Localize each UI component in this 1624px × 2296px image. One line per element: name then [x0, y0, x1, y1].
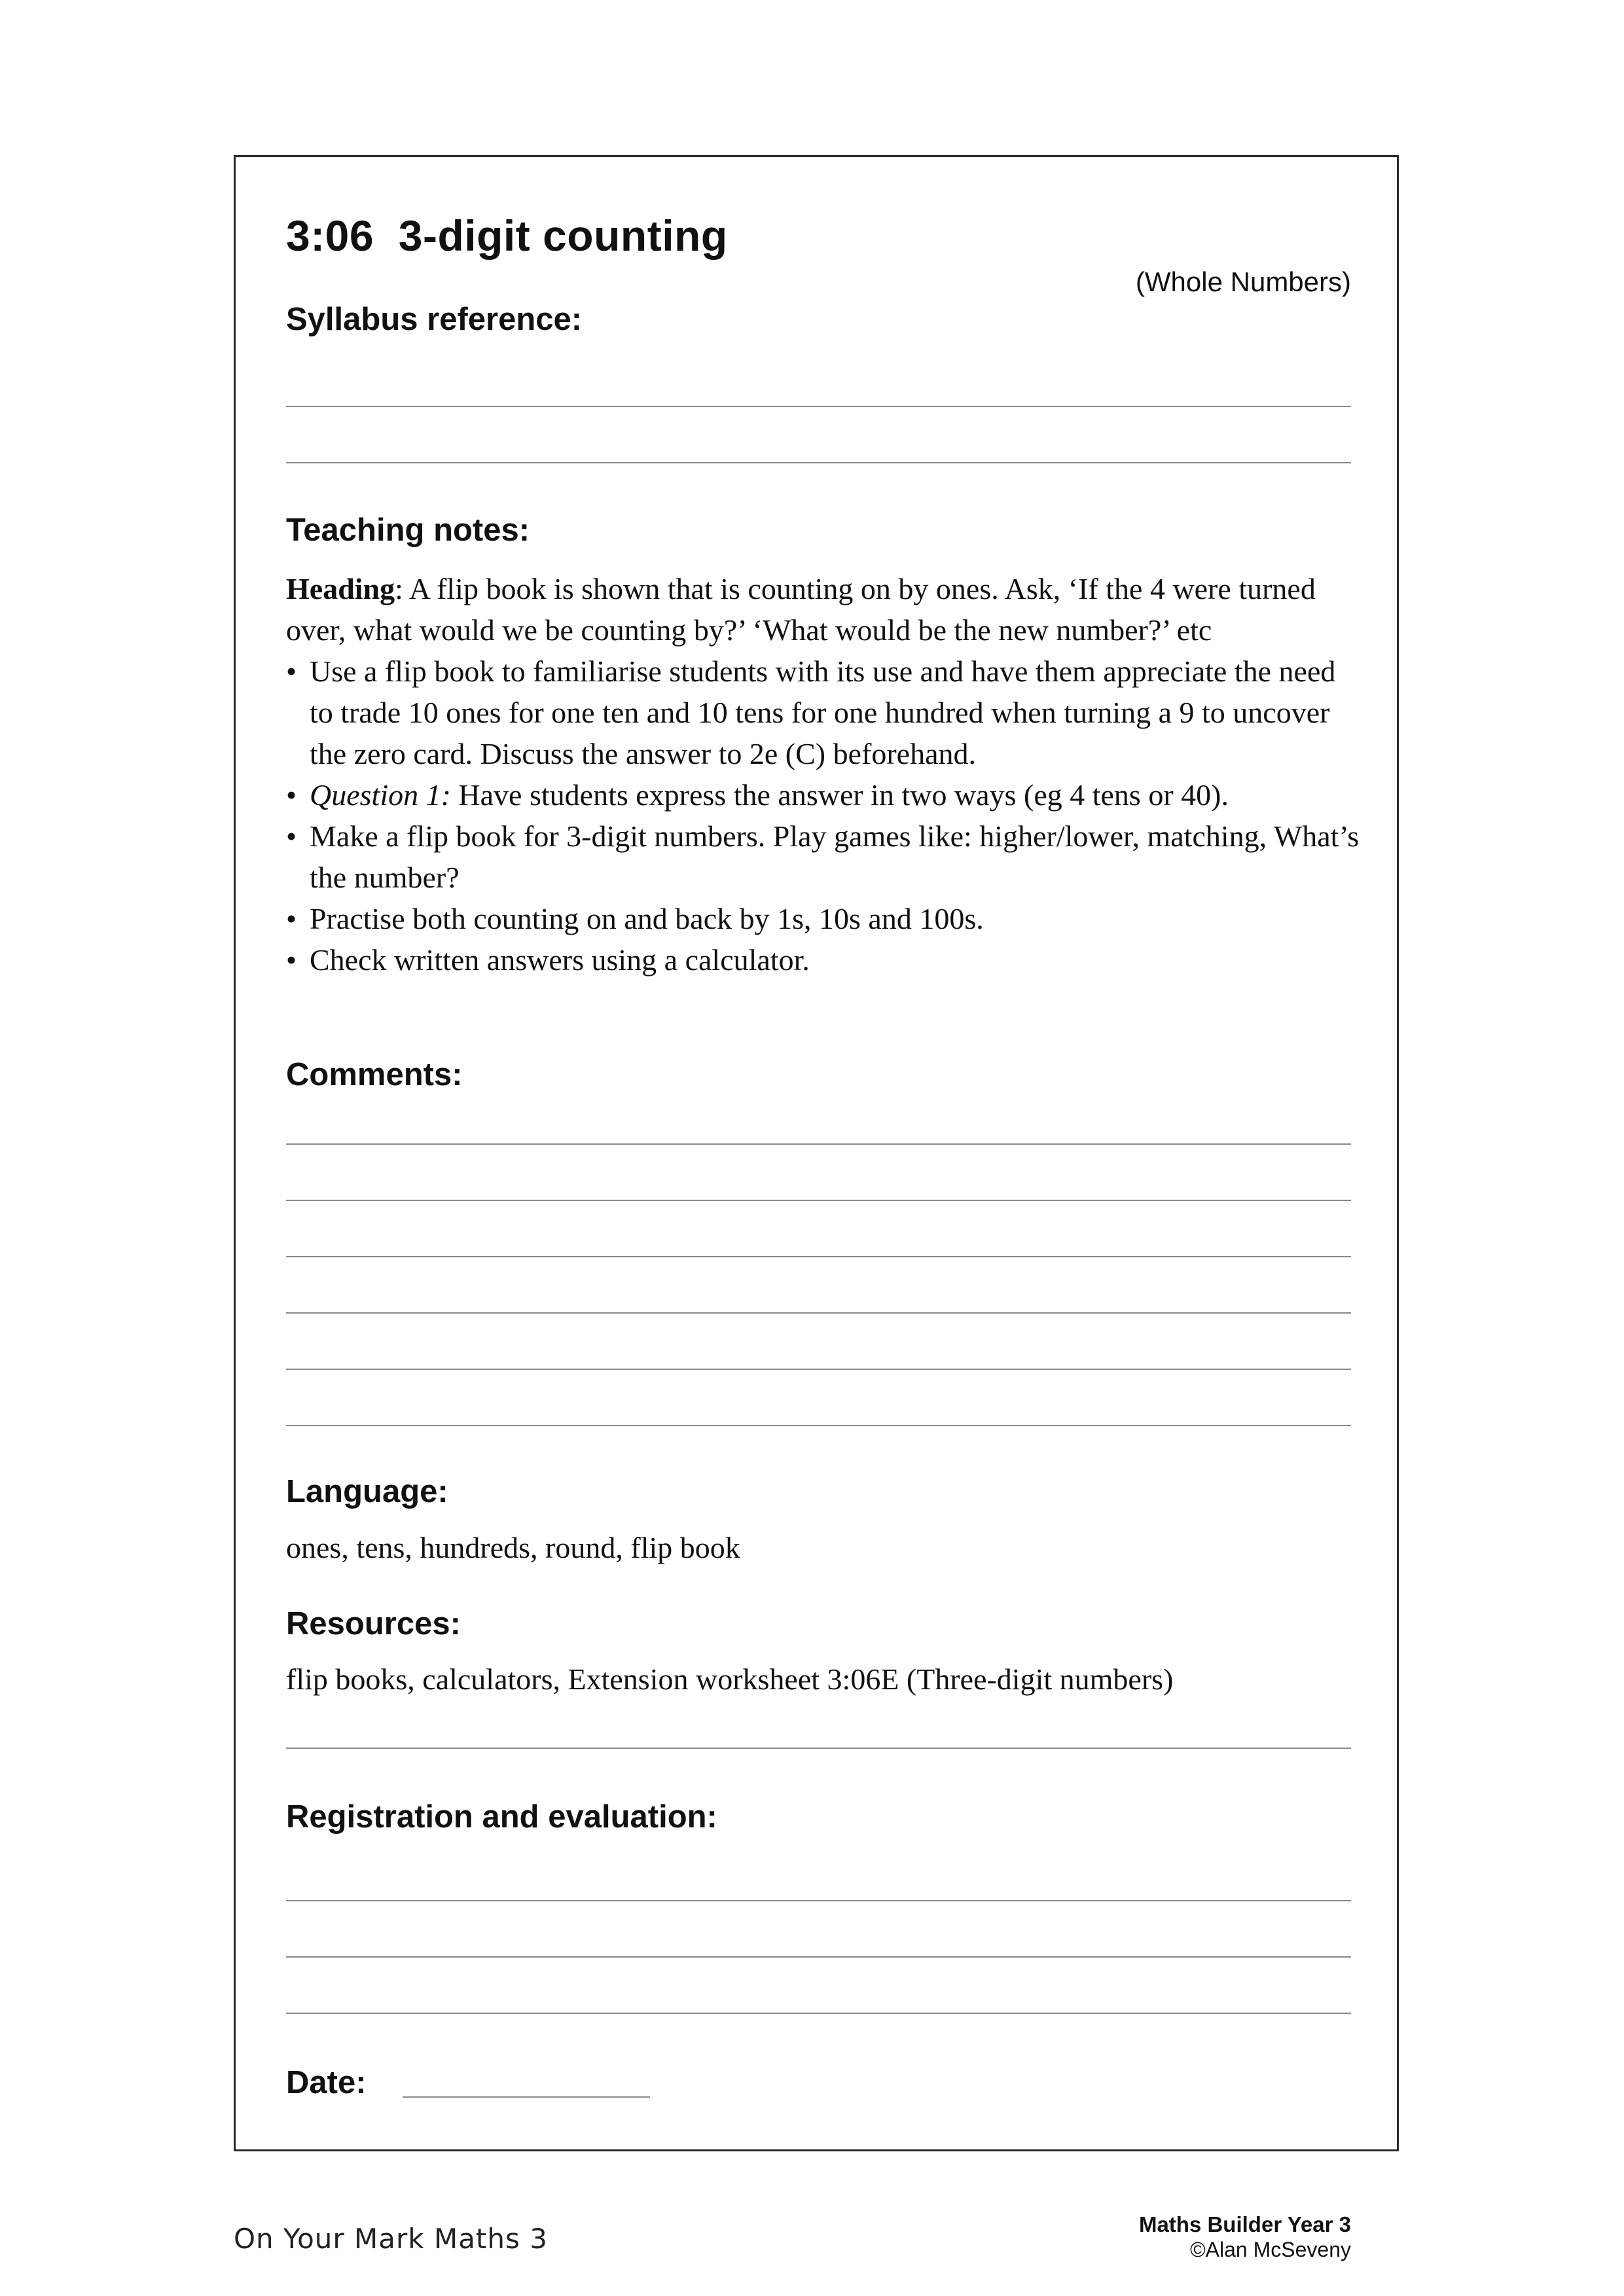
registration-line-2 [286, 1956, 1351, 1958]
comments-line-6 [286, 1425, 1351, 1426]
resources-heading: Resources: [286, 1606, 461, 1641]
resources-text: flip books, calculators, Extension worksheet 3:06E (Three-digit numbers) [286, 1662, 1174, 1696]
teaching-bullet-1: • Use a flip book to familiarise students with its use and have them appreciate the need to trade 10 ones for one ten and 10 tens for one hundred when turning a 9 to uncover the zero card. Discuss the answer to 2e (C) beforehand. [286, 651, 1360, 774]
footer-book-title: Maths Builder Year 3 [1138, 2212, 1351, 2236]
teaching-bullet-3: • Make a flip book for 3-digit numbers. Play games like: higher/lower, matching, What’s the number? [286, 816, 1360, 898]
footer-copyright: ©Alan McSeveny [1190, 2238, 1351, 2261]
question-1-text: Have students express the answer in two ways (eg 4 tens or 40). [450, 778, 1229, 812]
topic-subtitle: (Whole Numbers) [1135, 266, 1351, 297]
worksheet-frame [234, 155, 1399, 2151]
question-1-label: Question 1: [310, 778, 451, 812]
teaching-bullet-4: • Practise both counting on and back by 1s, 10s and 100s. [286, 898, 1360, 939]
teaching-notes-body [286, 568, 1360, 980]
comments-line-2 [286, 1200, 1351, 1201]
footer-series-title: On Your Mark Maths 3 [234, 2223, 548, 2255]
page-title: 3:06 3-digit counting [286, 211, 728, 260]
teaching-notes-heading: Teaching notes: [286, 512, 530, 548]
teaching-bullet-2 [286, 774, 1360, 816]
registration-line-3 [286, 2013, 1351, 2014]
syllabus-line-1 [286, 406, 1351, 407]
heading-note-label: Heading [286, 572, 395, 605]
heading-note-text: : A flip book is shown that is counting on by ones. Ask, ‘If the 4 were turned over, what would we be counting by?’ ‘What would be the new number?’ etc [286, 572, 1316, 647]
date-field-line [403, 2096, 650, 2098]
language-text: ones, tens, hundreds, round, flip book [286, 1531, 740, 1564]
syllabus-line-2 [286, 462, 1351, 463]
registration-heading: Registration and evaluation: [286, 1799, 717, 1835]
date-label: Date: [286, 2065, 367, 2100]
resources-line [286, 1748, 1351, 1749]
comments-line-3 [286, 1256, 1351, 1257]
comments-line-4 [286, 1312, 1351, 1314]
syllabus-heading: Syllabus reference: [286, 302, 583, 337]
teaching-bullet-5: • Check written answers using a calculator. [286, 939, 1360, 980]
heading-note [286, 568, 1360, 651]
teaching-bullets [286, 651, 1360, 980]
registration-line-1 [286, 1900, 1351, 1901]
comments-heading: Comments: [286, 1057, 463, 1092]
language-heading: Language: [286, 1474, 448, 1509]
comments-line-1 [286, 1143, 1351, 1145]
comments-line-5 [286, 1369, 1351, 1370]
